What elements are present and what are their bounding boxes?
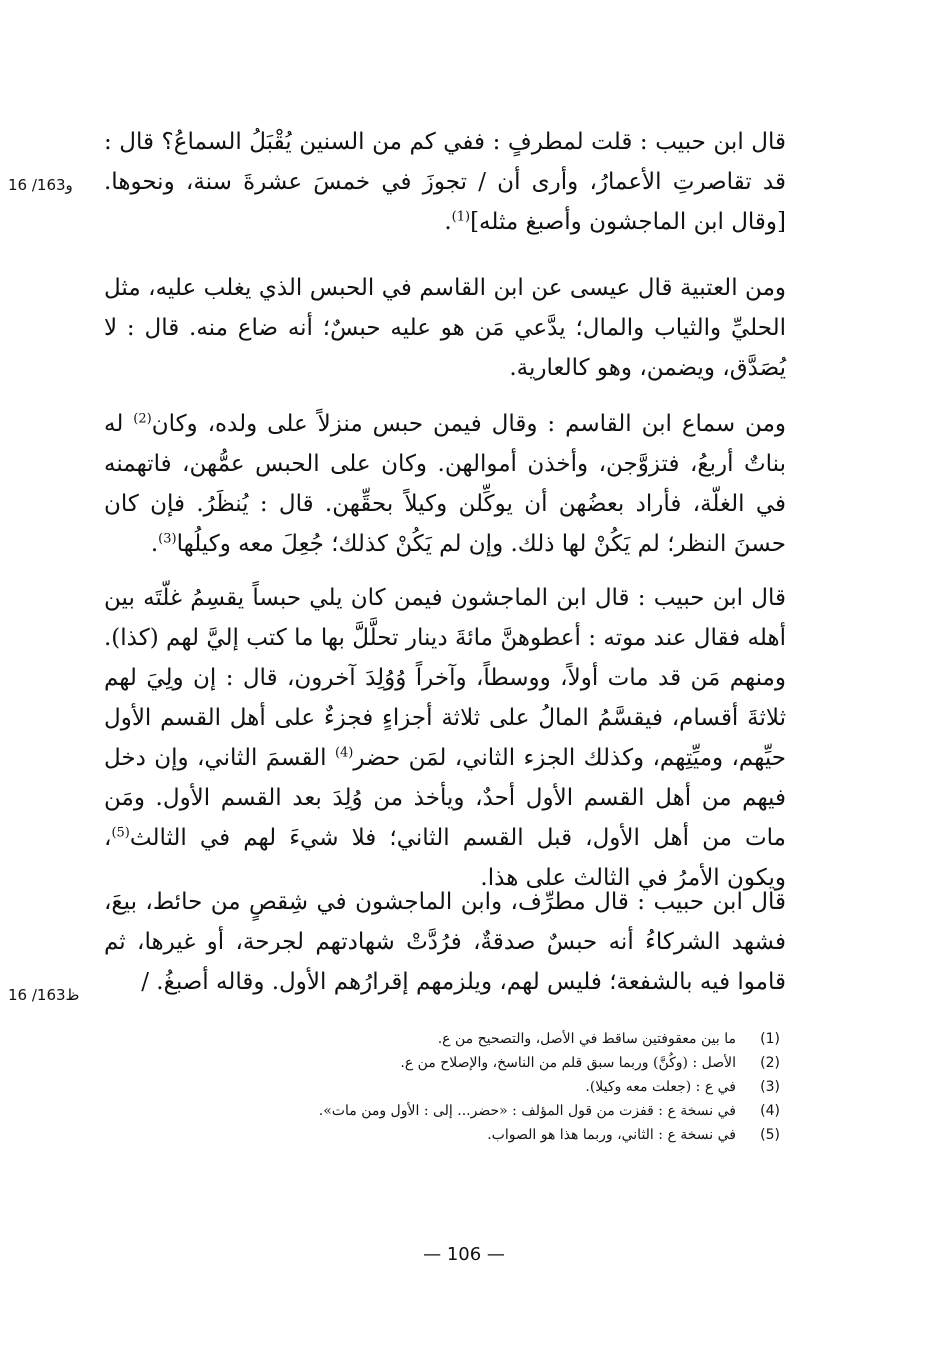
footnote-text: ما بين معقوفتين ساقط في الأصل، والتصحيح من ع. (437, 1031, 736, 1047)
paragraph-text: ومن العتبية قال عيسى عن ابن القاسم في الحبس الذي يغلب عليه، مثل الحليِّ والثياب والمال؛ يدَّعي مَن هو عليه حبسٌ؛ أنه ضاع منه. قال : لا يُصَدَّق، ويضمن، وهو كالعارية. (104, 275, 786, 381)
folio-marker-top: 16 /163و (8, 176, 73, 194)
paragraph-text-end: ، ويكون الأمرُ في الثالث على هذا. (104, 825, 786, 891)
paragraph-1 (104, 122, 786, 242)
folio-marker-bottom: 16 /163ظ (8, 986, 80, 1004)
paragraph-text: قال ابن حبيب : قال ابن الماجشون فيمن كان يلي حبساً يقسِمُ غلّتَه بين أهله فقال عند موته : أعطوهنَّ مائةَ دينار تحلَّلَّ بها ما كتب إليَّ لهم (كذا). ومنهم مَن قد مات أولاً، ووسطاً، وآخراً وُوُلِدَ آخرون، قال : إن ولِيَ لهم ثلاثةَ أقسام، فيقسَّمُ المالُ على ثلاثة أجزاءٍ فجزءٌ على أهل القسم الأول حيِّهم، وميِّتِهم، وكذلك الجزء الثاني، لمَن حضر (104, 585, 786, 771)
paragraph-text: قال ابن حبيب : قلت لمطرفٍ : ففي كم من السنين يُقْبَلُ السماعُ؟ قال : قد تقاصرتِ الأعمارُ، وأرى أن / تجوزَ في خمسَ عشرةَ سنة، ونحوها. [وقال ابن الماجشون وأصبغ مثله] (104, 129, 786, 235)
footnote-number: (1) (760, 1031, 780, 1047)
paragraph-5 (104, 882, 786, 1002)
footnote-number: (5) (760, 1127, 780, 1143)
paragraph-text-end: . (150, 531, 159, 557)
paragraph-text: قال ابن حبيب : قال مطرِّف، وابن الماجشون في شِقصٍ من حائط، بيعَ، فشهد الشركاءُ أنه حبسٌ صدقةٌ، فرُدَّتْ شهادتهم لجرحة، أو غيرها، ثم قاموا فيه بالشفعة؛ فليس لهم، ويلزمهم إقرارُهم الأول. وقاله أصبغُ. / (104, 889, 786, 995)
footnotes (210, 1027, 780, 1147)
footnote-text: في نسخة ع : الثاني، وربما هذا هو الصواب. (487, 1127, 736, 1143)
footnote-ref: (4) (334, 745, 354, 761)
footnote-text: الأصل : (وكُنَّ) وربما سبق قلم من الناسخ، والإصلاح من ع. (400, 1055, 736, 1071)
paragraph-3 (104, 404, 786, 564)
paragraph-2 (104, 268, 786, 388)
footnote-item (210, 1027, 780, 1051)
paragraph-text: ومن سماع ابن القاسم : وقال فيمن حبس منزلاً على ولده، وكان (151, 411, 786, 437)
footnote-ref: (5) (111, 825, 130, 841)
footnote-text: في ع : (جعلت معه وكيلا). (585, 1079, 736, 1095)
footnote-text: في نسخة ع : قفزت من قول المؤلف : «حضر... إلى : الأول ومن مات». (318, 1103, 736, 1119)
footnote-item (210, 1051, 780, 1075)
footnote-number: (2) (760, 1055, 780, 1071)
paragraph-text-cont: القسمَ الثاني، وإن دخل فيهم من أهل القسم الأول أحدٌ، ويأخذ من وُلِدَ بعد القسم الأول. ومَن مات من أهل الأول، قبل القسم الثاني؛ فلا شيءَ لهم في الثالث (104, 745, 786, 851)
footnote-item (210, 1099, 780, 1123)
page-number: — 106 — (423, 1244, 505, 1265)
paragraph-4 (104, 578, 786, 898)
footnote-ref: (1) (451, 209, 471, 225)
paragraph-text-cont: له بناتٌ أربعُ، فتزوَّجن، وأخذن أموالهن. وكان على الحبس عمُّهن، فاتهمنه في الغلّة، فأراد بعضُهن أن يوكِّلن وكيلاً بحقِّهن. قال : يُنظَرُ. فإن كان حسنَ النظر؛ لم يَكُنْ لها ذلك. وإن لم يَكُنْ كذلك؛ جُعِلَ معه وكيلُها (104, 411, 786, 557)
footnote-ref: (2) (133, 411, 152, 427)
footnote-number: (4) (760, 1103, 780, 1119)
paragraph-text-end: . (444, 209, 452, 235)
footnote-ref: (3) (158, 531, 177, 547)
footnote-item (210, 1123, 780, 1147)
footnote-item (210, 1075, 780, 1099)
footnote-number: (3) (760, 1079, 780, 1095)
